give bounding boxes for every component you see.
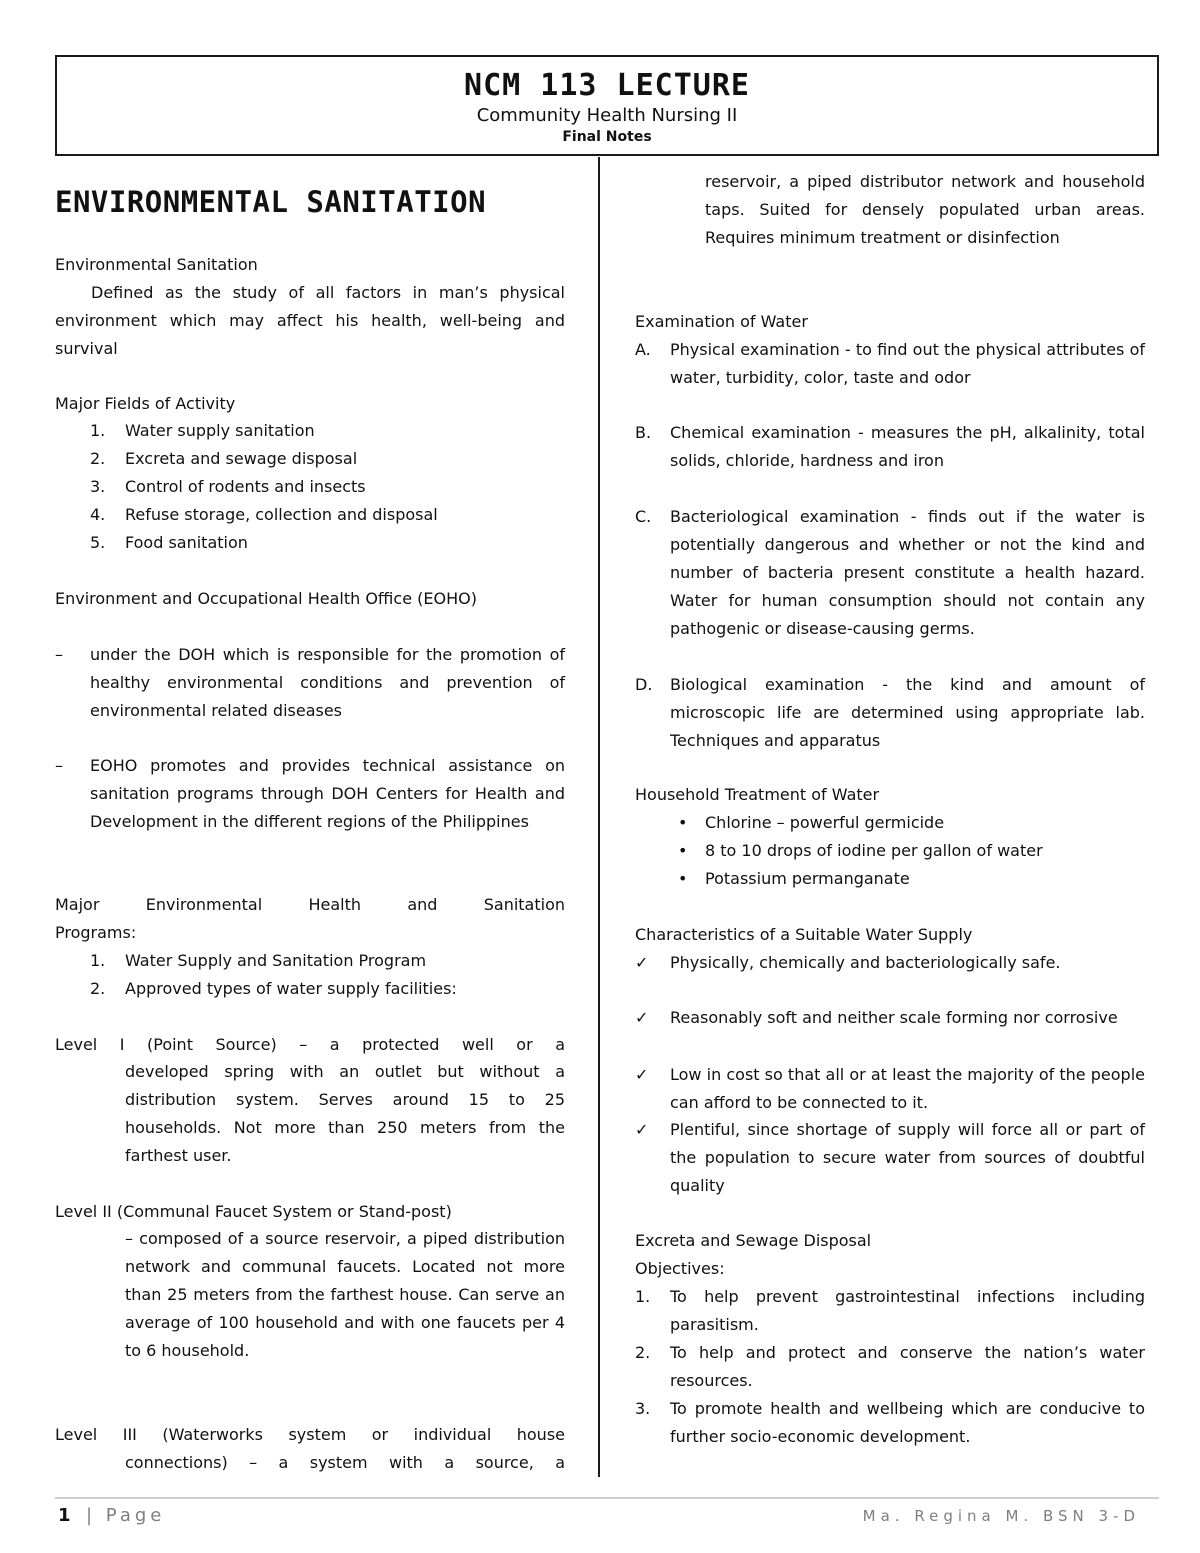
- eoho-bullet: EOHO promotes and provides technical assistance on sanitation programs through DOH Centers for Health and Development in the different regions of the Philippines: [90, 756, 565, 831]
- list-item: Water Supply and Sanitation Program: [125, 951, 427, 970]
- household-item: 8 to 10 drops of iodine per gallon of water: [705, 841, 1043, 860]
- dash-marker: –: [55, 756, 63, 775]
- objective-item: To help prevent gastrointestinal infections including parasitism.: [670, 1287, 1145, 1334]
- letter-marker: B.: [635, 423, 652, 442]
- level3-body: connections) – a system with a source, a: [125, 1453, 565, 1472]
- section-title: ENVIRONMENTAL SANITATION: [55, 185, 487, 219]
- list-item: Control of rodents and insects: [125, 477, 366, 496]
- letter-marker: A.: [635, 340, 651, 359]
- env-heading: Environmental Sanitation: [55, 255, 258, 274]
- objectives-label: Objectives:: [635, 1259, 725, 1278]
- bullet-icon: •: [678, 813, 688, 832]
- list-marker: 2.: [90, 449, 106, 468]
- list-marker: 2.: [635, 1343, 651, 1362]
- bullet-icon: •: [678, 841, 688, 860]
- exam-heading: Examination of Water: [635, 312, 808, 331]
- document-subtitle: Community Health Nursing II: [476, 105, 738, 126]
- footer-rule: [55, 1497, 1159, 1499]
- programs-heading: Major Environmental Health and Sanitation Programs:: [55, 895, 565, 942]
- objective-item: To help and protect and conserve the nation’s water resources.: [670, 1343, 1145, 1390]
- exam-item: Physical examination - to find out the physical attributes of water, turbidity, color, taste and odor: [670, 340, 1145, 387]
- level3-head: Level III (Waterworks system or individual house: [55, 1425, 565, 1444]
- list-item: Refuse storage, collection and disposal: [125, 505, 438, 524]
- document-title: NCM 113 LECTURE: [464, 68, 750, 103]
- exam-item: Biological examination - the kind and amount of microscopic life are determined using appropriate lab. Techniques and apparatus: [670, 675, 1145, 750]
- level2-body: – composed of a source reservoir, a piped distribution network and communal faucets. Located not more than 25 meters from the farthest house. Can serve an average of 100 household and with one faucets per 4 to 6 household.: [125, 1229, 565, 1360]
- list-marker: 4.: [90, 505, 106, 524]
- characteristic-item: Low in cost so that all or at least the majority of the people can afford to be connected to it.: [670, 1065, 1145, 1112]
- letter-marker: D.: [635, 675, 653, 694]
- letter-marker: C.: [635, 507, 652, 526]
- eoho-bullet: under the DOH which is responsible for the promotion of healthy environmental conditions and prevention of environmental related diseases: [90, 645, 565, 720]
- list-marker: 3.: [635, 1399, 651, 1418]
- list-marker: 1.: [90, 951, 106, 970]
- check-icon: ✓: [635, 1008, 649, 1027]
- level2-head: Level II (Communal Faucet System or Stand-post): [55, 1202, 452, 1221]
- list-item: Excreta and sewage disposal: [125, 449, 358, 468]
- check-icon: ✓: [635, 1065, 649, 1084]
- household-item: Potassium permanganate: [705, 869, 910, 888]
- level1-head: Level I (Point Source) – a protected well or a: [55, 1035, 565, 1054]
- list-item: Approved types of water supply facilities:: [125, 979, 457, 998]
- eoho-heading: Environment and Occupational Health Office (EOHO): [55, 589, 477, 608]
- excreta-heading: Excreta and Sewage Disposal: [635, 1231, 872, 1250]
- bullet-icon: •: [678, 869, 688, 888]
- footer-author: Ma. Regina M. BSN 3-D: [862, 1507, 1140, 1525]
- check-icon: ✓: [635, 953, 649, 972]
- page-number: 1: [58, 1505, 71, 1526]
- column-divider: [598, 157, 600, 1477]
- list-item: Water supply sanitation: [125, 421, 315, 440]
- env-definition: Defined as the study of all factors in man’s physical environment which may affect his health, well-being and survival: [55, 283, 565, 358]
- list-marker: 3.: [90, 477, 106, 496]
- household-heading: Household Treatment of Water: [635, 785, 880, 804]
- check-icon: ✓: [635, 1120, 649, 1139]
- characteristics-heading: Characteristics of a Suitable Water Supply: [635, 925, 973, 944]
- fields-heading: Major Fields of Activity: [55, 394, 236, 413]
- header-box: [55, 55, 1159, 156]
- level3-continuation: reservoir, a piped distributor network and household taps. Suited for densely populated urban areas. Requires minimum treatment or disinfection: [705, 172, 1145, 247]
- level1-body: developed spring with an outlet but without a distribution system. Serves around 15 to 25 households. Not more than 250 meters from the farthest user.: [125, 1062, 565, 1165]
- objective-item: To promote health and wellbeing which are conducive to further socio-economic development.: [670, 1399, 1145, 1446]
- household-item: Chlorine – powerful germicide: [705, 813, 945, 832]
- characteristic-item: Physically, chemically and bacteriologically safe.: [670, 953, 1061, 972]
- dash-marker: –: [55, 645, 63, 664]
- exam-item: Bacteriological examination - finds out if the water is potentially dangerous and whether or not the kind and number of bacteria present constitute a health hazard. Water for human consumption should not contain any pathogenic or disease-causing germs.: [670, 507, 1145, 638]
- page-label: | Page: [86, 1505, 166, 1526]
- list-marker: 2.: [90, 979, 106, 998]
- list-marker: 5.: [90, 533, 106, 552]
- list-marker: 1.: [90, 421, 106, 440]
- list-item: Food sanitation: [125, 533, 248, 552]
- document-tag: Final Notes: [562, 129, 652, 145]
- characteristic-item: Plentiful, since shortage of supply will force all or part of the population to secure water from sources of doubtful quality: [670, 1120, 1145, 1195]
- characteristic-item: Reasonably soft and neither scale forming nor corrosive: [670, 1008, 1118, 1027]
- list-marker: 1.: [635, 1287, 651, 1306]
- exam-item: Chemical examination - measures the pH, alkalinity, total solids, chloride, hardness and iron: [670, 423, 1145, 470]
